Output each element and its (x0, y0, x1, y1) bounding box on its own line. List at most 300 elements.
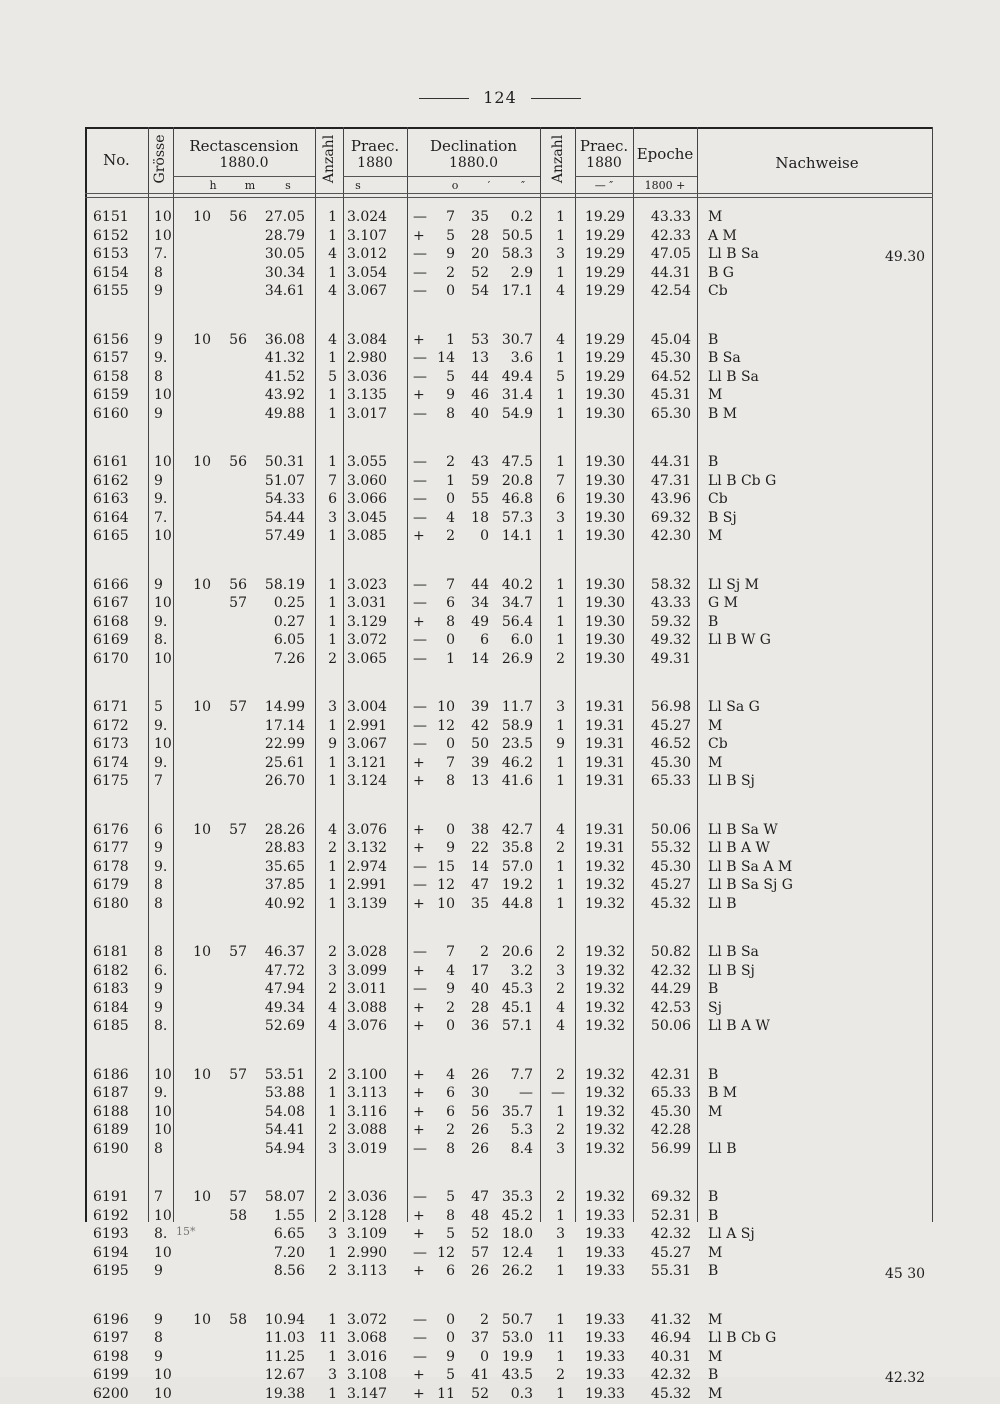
cell-praec-2: 19.30 (585, 632, 626, 648)
cell-groesse: 10 (154, 736, 172, 752)
cell-anzahl: 1 (328, 350, 337, 366)
cell-groesse: 9. (154, 491, 168, 507)
cell-nachweise: A M (708, 227, 737, 244)
cell-praec-2: 19.32 (585, 1103, 626, 1120)
cell-praec-2: 19.29 (585, 283, 626, 299)
cell-decl-sec: 11.7 (501, 699, 533, 715)
table-row (85, 1208, 933, 1226)
table-row (85, 577, 933, 595)
cell-no: 6166 (93, 576, 129, 593)
header-subrule (173, 176, 315, 177)
cell-decl-deg: 12 (437, 717, 455, 734)
cell-groesse: 7. (154, 246, 168, 262)
cell-decl-sign: — (413, 209, 427, 225)
cell-decl-min: 0 (480, 1348, 489, 1365)
cell-anzahl: 1 (328, 454, 337, 470)
table-row (85, 510, 933, 528)
table-row (85, 1263, 933, 1281)
cell-ra-s: 30.05 (264, 246, 305, 262)
cell-decl-sign: — (413, 699, 427, 715)
cell-groesse: 8 (154, 895, 163, 912)
cell-epoche: 46.94 (650, 1330, 691, 1346)
table-row (85, 528, 933, 546)
cell-decl-min: 53 (471, 331, 489, 348)
cell-decl-sec: 7.7 (510, 1066, 533, 1083)
cell-nachweise: B M (708, 1085, 738, 1101)
cell-epoche: 42.28 (650, 1122, 691, 1138)
cell-epoche: 65.33 (650, 1085, 691, 1101)
cell-decl-deg: 8 (446, 1207, 455, 1224)
cell-decl-min: 39 (471, 699, 489, 715)
cell-anzahl: 1 (328, 264, 337, 281)
cell-decl-deg: 1 (446, 472, 455, 489)
cell-praec: 3.128 (347, 1207, 388, 1224)
cell-epoche: 65.33 (650, 773, 691, 789)
cell-groesse: 5 (154, 699, 163, 715)
cell-decl-deg: 0 (446, 1018, 455, 1034)
cell-groesse: 8. (154, 1226, 168, 1242)
cell-decl-deg: 2 (446, 454, 455, 470)
cell-praec: 3.023 (347, 576, 388, 593)
cell-nachweise: Ll B Sa (708, 944, 759, 960)
cell-anzahl-2: 1 (556, 528, 565, 544)
cell-decl-min: 40 (471, 405, 489, 422)
cell-anzahl: 5 (328, 368, 337, 385)
cell-anzahl: 1 (328, 1311, 337, 1328)
cell-decl-sec: 18.0 (501, 1226, 533, 1242)
cell-praec-2: 19.32 (585, 858, 626, 875)
cell-decl-sign: — (413, 981, 427, 997)
cell-anzahl-2: 4 (556, 821, 565, 838)
cell-epoche: 42.53 (650, 999, 691, 1016)
cell-decl-min: 40 (471, 981, 489, 997)
cell-epoche: 45.32 (650, 1385, 691, 1402)
cell-decl-deg: 5 (446, 1189, 455, 1205)
cell-praec: 3.121 (347, 754, 388, 771)
cell-decl-sec: 35.3 (501, 1189, 533, 1205)
cell-no: 6178 (93, 858, 129, 875)
cell-epoche: 55.32 (650, 840, 691, 856)
cell-epoche: 42.31 (650, 1066, 691, 1083)
cell-decl-sign: — (413, 717, 427, 734)
cell-anzahl: 2 (328, 944, 337, 960)
cell-groesse: 8 (154, 944, 163, 960)
cell-decl-deg: 2 (446, 1122, 455, 1138)
cell-praec-2: 19.33 (585, 1330, 626, 1346)
cell-praec-2: 19.32 (585, 1189, 626, 1205)
cell-groesse: 9. (154, 1085, 168, 1101)
cell-decl-min: 35 (471, 895, 489, 912)
cell-anzahl-2: 1 (556, 1263, 565, 1279)
cell-decl-sign: — (413, 1244, 427, 1261)
cell-epoche: 49.32 (650, 632, 691, 648)
cell-anzahl: 1 (328, 858, 337, 875)
cell-decl-sign: + (413, 1122, 425, 1138)
table-row (85, 350, 933, 368)
cell-praec: 3.036 (347, 368, 388, 385)
cell-anzahl-2: 1 (556, 717, 565, 734)
cell-praec: 3.028 (347, 944, 388, 960)
cell-groesse: 9 (154, 981, 163, 997)
cell-decl-sign: — (413, 858, 427, 875)
cell-decl-min: 20 (471, 246, 489, 262)
cell-groesse: 9 (154, 405, 163, 422)
table-row (85, 1386, 933, 1404)
cell-decl-min: 42 (471, 717, 489, 734)
cell-epoche: 45.27 (650, 717, 691, 734)
header-subrule (407, 176, 540, 177)
cell-epoche: 58.32 (650, 576, 691, 593)
cell-decl-sign: — (413, 1330, 427, 1346)
cell-decl-min: 26 (471, 1122, 489, 1138)
cell-ra-s: 51.07 (264, 472, 305, 489)
cell-decl-sign: + (413, 754, 425, 771)
cell-praec-2: 19.30 (585, 650, 626, 667)
cell-decl-deg: 5 (446, 1226, 455, 1242)
cell-decl-min: 52 (471, 264, 489, 281)
table-row (85, 1330, 933, 1348)
table-row (85, 246, 933, 264)
cell-epoche: 64.52 (650, 368, 691, 385)
table-row (85, 1000, 933, 1018)
cell-nachweise: Ll Sa G (708, 699, 760, 715)
cell-decl-sign: — (413, 877, 427, 893)
cell-ra-s: 19.38 (264, 1385, 305, 1402)
cell-decl-deg: 2 (446, 999, 455, 1016)
cell-no: 6186 (93, 1066, 129, 1083)
cell-decl-min: 0 (480, 528, 489, 544)
cell-praec: 3.024 (347, 209, 388, 225)
cell-anzahl: 2 (328, 981, 337, 997)
table-row (85, 283, 933, 301)
cell-nachweise: M (708, 387, 723, 403)
table-row (85, 1085, 933, 1103)
cell-ra-s: 11.03 (264, 1330, 305, 1346)
header-epoche-unit: 1800 + (644, 179, 686, 192)
header-epoche: Epoche (636, 145, 694, 163)
cell-decl-min: 55 (471, 491, 489, 507)
cell-no: 6194 (93, 1244, 129, 1261)
cell-epoche: 47.31 (650, 472, 691, 489)
cell-nachweise: Ll B Sa A M (708, 858, 793, 875)
cell-praec: 3.016 (347, 1348, 388, 1365)
cell-anzahl-2: — (551, 1085, 565, 1101)
cell-no: 6188 (93, 1103, 129, 1120)
table-row (85, 755, 933, 773)
cell-decl-min: 54 (471, 283, 489, 299)
cell-praec-2: 19.32 (585, 1018, 626, 1034)
cell-decl-deg: 9 (446, 1348, 455, 1365)
cell-ra-h: 10 (193, 1066, 211, 1083)
cell-nachweise: Ll B Sa (708, 368, 759, 385)
table-row (85, 1104, 933, 1122)
cell-praec: 3.076 (347, 821, 388, 838)
cell-decl-deg: 4 (446, 962, 455, 979)
cell-anzahl-2: 2 (556, 840, 565, 856)
cell-decl-min: 37 (471, 1330, 489, 1346)
cell-decl-deg: 4 (446, 1066, 455, 1083)
cell-decl-deg: 6 (446, 1085, 455, 1101)
cell-praec: 3.012 (347, 246, 388, 262)
cell-anzahl-2: 2 (556, 944, 565, 960)
cell-decl-min: 13 (471, 773, 489, 789)
cell-anzahl-2: 1 (556, 1207, 565, 1224)
cell-anzahl: 9 (328, 736, 337, 752)
cell-decl-sign: — (413, 595, 427, 611)
cell-anzahl-2: 1 (556, 405, 565, 422)
cell-nachweise: B (708, 1263, 719, 1279)
cell-decl-sign: — (413, 736, 427, 752)
cell-decl-deg: 9 (446, 981, 455, 997)
cell-anzahl-2: 1 (556, 595, 565, 611)
cell-ra-s: 0.25 (273, 595, 305, 611)
cell-decl-min: 52 (471, 1385, 489, 1402)
cell-praec-2: 19.30 (585, 509, 626, 526)
cell-decl-sign: + (413, 1263, 425, 1279)
cell-epoche: 56.98 (650, 699, 691, 715)
cell-anzahl-2: 2 (556, 981, 565, 997)
header-unit-arcmin: ′ (487, 179, 491, 192)
cell-praec-2: 19.32 (585, 895, 626, 912)
cell-anzahl: 2 (328, 840, 337, 856)
cell-praec: 3.019 (347, 1140, 388, 1157)
cell-decl-sec: 45.1 (501, 999, 533, 1016)
cell-groesse: 10 (154, 1244, 172, 1261)
cell-nachweise: M (708, 528, 723, 544)
cell-groesse: 6. (154, 962, 168, 979)
cell-praec-2: 19.31 (585, 699, 626, 715)
cell-ra-s: 37.85 (264, 877, 305, 893)
header-praec2-unit: — ″ (594, 179, 614, 192)
cell-praec-2: 19.31 (585, 717, 626, 734)
cell-groesse: 10 (154, 1122, 172, 1138)
cell-nachweise: B (708, 613, 719, 630)
header-praec-2: Praec. (579, 137, 629, 155)
cell-anzahl: 1 (328, 1085, 337, 1101)
cell-praec: 3.109 (347, 1226, 388, 1242)
cell-praec-2: 19.33 (585, 1311, 626, 1328)
cell-praec-2: 19.33 (585, 1263, 626, 1279)
cell-epoche: 43.33 (650, 595, 691, 611)
cell-no: 6161 (93, 454, 129, 470)
cell-decl-sec: 2.9 (510, 264, 533, 281)
cell-decl-sec: 30.7 (501, 331, 533, 348)
cell-ra-s: 49.88 (264, 405, 305, 422)
cell-praec: 3.055 (347, 454, 388, 470)
cell-decl-sign: + (413, 1207, 425, 1224)
cell-decl-sign: + (413, 1018, 425, 1034)
cell-decl-deg: 2 (446, 528, 455, 544)
cell-anzahl: 4 (328, 246, 337, 262)
cell-praec-2: 19.29 (585, 264, 626, 281)
cell-decl-sign: + (413, 387, 425, 403)
cell-praec: 3.124 (347, 773, 388, 789)
cell-decl-sec: 57.1 (501, 1018, 533, 1034)
cell-no: 6170 (93, 650, 129, 667)
cell-nachweise: M (708, 717, 723, 734)
cell-decl-sign: + (413, 1066, 425, 1083)
cell-no: 6158 (93, 368, 129, 385)
cell-decl-sec: 0.2 (510, 209, 533, 225)
cell-decl-sec: 20.8 (501, 472, 533, 489)
header-rect-epoch: 1880.0 (219, 155, 269, 171)
cell-anzahl-2: 1 (556, 877, 565, 893)
header-praec-epoch: 1880 (357, 155, 393, 171)
table-row (85, 595, 933, 613)
cell-praec: 2.990 (347, 1244, 388, 1261)
header-groesse: Grösse (152, 134, 168, 184)
header-unit-deg: o (451, 179, 459, 192)
cell-anzahl-2: 9 (556, 736, 565, 752)
cell-epoche: 43.96 (650, 491, 691, 507)
table-row (85, 859, 933, 877)
cell-no: 6199 (93, 1367, 129, 1383)
cell-nachweise: M (708, 1244, 723, 1261)
cell-decl-sign: + (413, 895, 425, 912)
cell-anzahl-2: 1 (556, 1311, 565, 1328)
cell-decl-deg: 8 (446, 1140, 455, 1157)
cell-decl-sec: 58.9 (501, 717, 533, 734)
cell-anzahl-2: 3 (556, 246, 565, 262)
cell-decl-sign: + (413, 227, 425, 244)
cell-groesse: 10 (154, 650, 172, 667)
cell-decl-sign: + (413, 821, 425, 838)
cell-ra-s: 57.49 (264, 528, 305, 544)
cell-groesse: 6 (154, 821, 163, 838)
table-row (85, 209, 933, 227)
cell-praec-2: 19.29 (585, 350, 626, 366)
cell-nachweise: B (708, 981, 719, 997)
cell-decl-deg: 5 (446, 368, 455, 385)
cell-praec: 3.085 (347, 528, 388, 544)
cell-epoche: 69.32 (650, 509, 691, 526)
table-row (85, 840, 933, 858)
cell-praec: 3.100 (347, 1066, 388, 1083)
cell-nachweise: B M (708, 405, 738, 422)
cell-ra-h: 10 (193, 209, 211, 225)
cell-anzahl-2: 3 (556, 509, 565, 526)
cell-groesse: 10 (154, 528, 172, 544)
cell-decl-sign: — (413, 1311, 427, 1328)
cell-praec: 3.036 (347, 1189, 388, 1205)
cell-decl-sec: 45.3 (501, 981, 533, 997)
cell-decl-min: 17 (471, 962, 489, 979)
cell-ra-s: 40.92 (264, 895, 305, 912)
cell-groesse: 7. (154, 509, 168, 526)
cell-no: 6181 (93, 944, 129, 960)
cell-anzahl: 1 (328, 1103, 337, 1120)
header-subrule (575, 176, 633, 177)
cell-no: 6189 (93, 1122, 129, 1138)
header-bottom-rule-double (85, 197, 933, 198)
cell-decl-min: 46 (471, 387, 489, 403)
cell-ra-s: 28.83 (264, 840, 305, 856)
cell-decl-sec: 54.9 (501, 405, 533, 422)
cell-praec: 3.139 (347, 895, 388, 912)
cell-decl-deg: 12 (437, 877, 455, 893)
cell-anzahl-2: 1 (556, 209, 565, 225)
cell-decl-sec: 0.3 (510, 1385, 533, 1402)
cell-ra-s: 47.72 (264, 962, 305, 979)
cell-decl-sign: + (413, 1385, 425, 1402)
cell-praec-2: 19.30 (585, 491, 626, 507)
cell-epoche: 43.33 (650, 209, 691, 225)
cell-anzahl-2: 2 (556, 1066, 565, 1083)
cell-ra-s: 28.26 (264, 821, 305, 838)
cell-anzahl: 1 (328, 387, 337, 403)
cell-decl-min: 44 (471, 576, 489, 593)
cell-no: 6198 (93, 1348, 129, 1365)
table-row (85, 1367, 933, 1385)
cell-no: 6174 (93, 754, 129, 771)
cell-ra-s: 46.37 (264, 944, 305, 960)
cell-epoche: 41.32 (650, 1311, 691, 1328)
cell-ra-s: 52.69 (264, 1018, 305, 1034)
cell-anzahl-2: 1 (556, 754, 565, 771)
cell-ra-s: 22.99 (264, 736, 305, 752)
cell-no: 6196 (93, 1311, 129, 1328)
cell-epoche: 42.54 (650, 283, 691, 299)
cell-decl-sec: 58.3 (501, 246, 533, 262)
cell-praec-2: 19.32 (585, 981, 626, 997)
cell-nachweise: Ll B Sa (708, 246, 759, 262)
cell-decl-deg: 0 (446, 736, 455, 752)
cell-ra-m: 58 (229, 1311, 247, 1328)
cell-anzahl-2: 2 (556, 1367, 565, 1383)
cell-ra-s: 17.14 (264, 717, 305, 734)
cell-epoche: 45.27 (650, 877, 691, 893)
header-unit-arcsec: ″ (520, 179, 526, 192)
cell-praec: 3.099 (347, 962, 388, 979)
cell-decl-min: 30 (471, 1085, 489, 1101)
cell-decl-min: 47 (471, 1189, 489, 1205)
cell-groesse: 10 (154, 1367, 172, 1383)
cell-no: 6155 (93, 283, 129, 299)
cell-praec-2: 19.30 (585, 613, 626, 630)
cell-decl-sign: + (413, 1226, 425, 1242)
cell-decl-min: 2 (480, 944, 489, 960)
header-praec-unit: s (355, 179, 361, 192)
cell-epoche: 50.06 (650, 821, 691, 838)
cell-anzahl: 1 (328, 1348, 337, 1365)
cell-decl-min: 59 (471, 472, 489, 489)
cell-praec-2: 19.31 (585, 736, 626, 752)
cell-decl-min: 47 (471, 877, 489, 893)
cell-decl-min: 35 (471, 209, 489, 225)
cell-ra-s: 53.88 (264, 1085, 305, 1101)
cell-anzahl-2: 1 (556, 858, 565, 875)
cell-decl-sec: 26.9 (501, 650, 533, 667)
cell-epoche: 42.32 (650, 962, 691, 979)
cell-praec: 3.004 (347, 699, 388, 715)
cell-nachweise: Ll A Sj (708, 1226, 755, 1242)
cell-no: 6191 (93, 1189, 129, 1205)
cell-decl-sec: 57.3 (501, 509, 533, 526)
cell-praec-2: 19.33 (585, 1226, 626, 1242)
cell-decl-min: 36 (471, 1018, 489, 1034)
table-row (85, 1141, 933, 1159)
cell-no: 6197 (93, 1330, 129, 1346)
cell-nachweise: M (708, 754, 723, 771)
table-row (85, 265, 933, 283)
table-top-rule (85, 127, 933, 129)
cell-anzahl-2: 1 (556, 227, 565, 244)
cell-decl-min: 14 (471, 650, 489, 667)
cell-anzahl-2: 1 (556, 350, 565, 366)
cell-praec: 3.076 (347, 1018, 388, 1034)
cell-ra-s: 41.32 (264, 350, 305, 366)
cell-anzahl: 1 (328, 632, 337, 648)
